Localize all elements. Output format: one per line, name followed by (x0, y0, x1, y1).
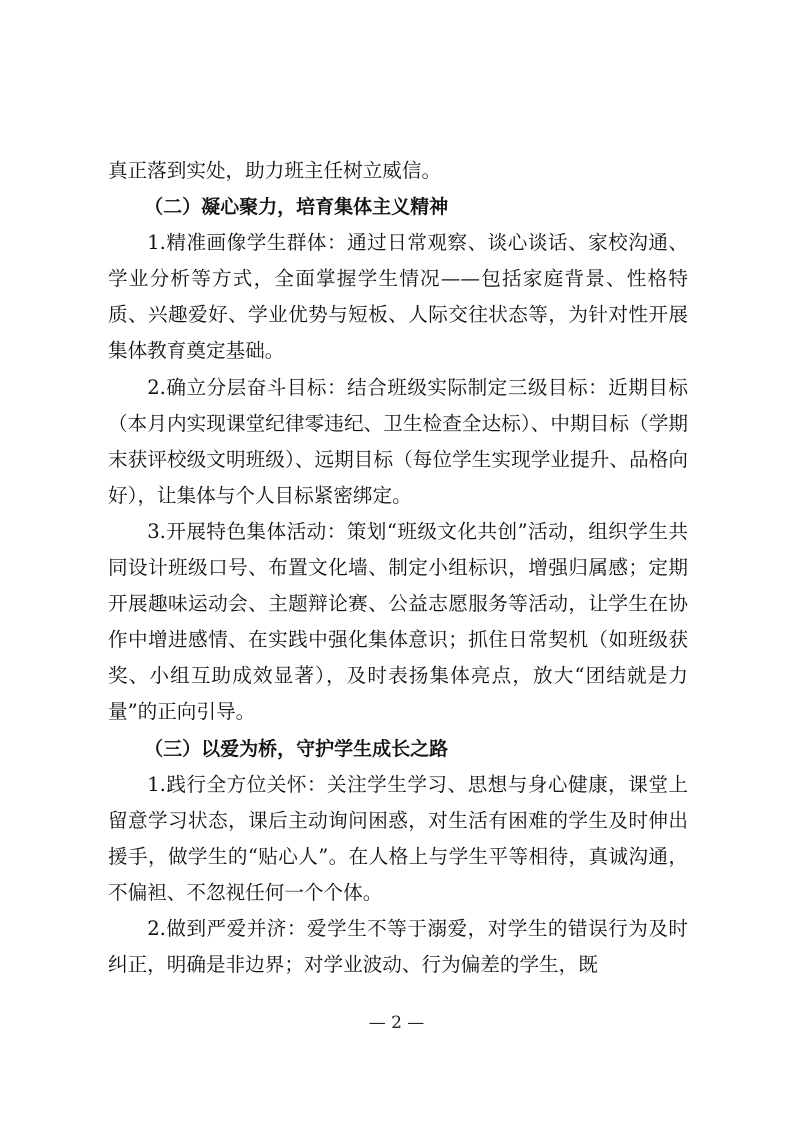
page-number: — 2 — (368, 1013, 425, 1033)
paragraph-3-2: 2.做到严爱并济：爱学生不等于溺爱，对学生的错误行为及时纠正，明确是非边界；对学业波动、行为偏差的学生，既 (108, 916, 688, 977)
paragraph-2-2: 2.确立分层奋斗目标：结合班级实际制定三级目标：近期目标（本月内实现课堂纪律零违纪、卫生检查全达标）、中期目标（学期末获评校级文明班级）、远期目标（每位学生实现学业提升、品格向好），让集体与个人目标紧密绑定。 (108, 375, 688, 507)
paragraph-2-3: 3.开展特色集体活动：策划“班级文化共创”活动，组织学生共同设计班级口号、布置文化墙、制定小组标识，增强归属感；定期开展趣味运动会、主题辩论赛、公益志愿服务等活动，让学生在协作中增进感情、在实践中强化集体意识；抓住日常契机（如班级获奖、小组互助成效显著），及时表扬集体亮点，放大“团结就是力量”的正向引导。 (108, 519, 688, 724)
document-body (108, 153, 688, 983)
paragraph-3-1: 1.践行全方位关怀：关注学生学习、思想与身心健康，课堂上留意学习状态，课后主动询问困惑，对生活有困难的学生及时伸出援手，做学生的“贴心人”。在人格上与学生平等相待，真诚沟通，不偏袒、不忽视任何一个个体。 (108, 772, 688, 904)
paragraph-continuation: 真正落到实处，助力班主任树立威信。 (108, 159, 442, 182)
paragraph-2-1: 1.精准画像学生群体：通过日常观察、谈心谈话、家校沟通、学业分析等方式，全面掌握学生情况——包括家庭背景、性格特质、兴趣爱好、学业优势与短板、人际交往状态等，为针对性开展集体教育奠定基础。 (108, 231, 688, 363)
section-heading-3: （三）以爱为桥，守护学生成长之路 (144, 737, 449, 760)
section-heading-2: （二）凝心聚力，培育集体主义精神 (144, 196, 449, 219)
